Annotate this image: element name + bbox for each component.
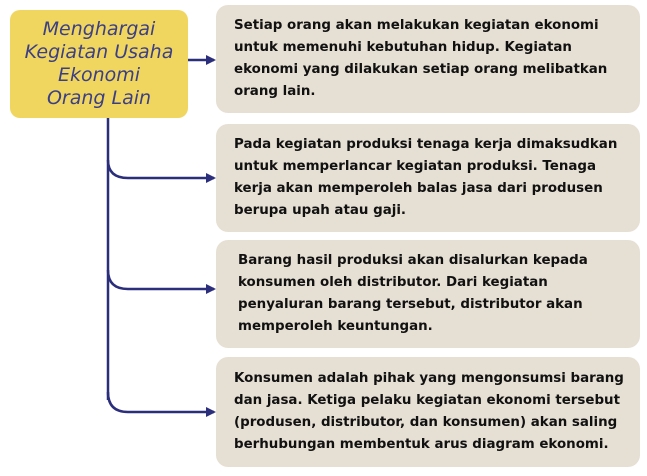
info-text-1: Setiap orang akan melakukan kegiatan ekonomi untuk memenuhi kebutuhan hidup. Kegiatan ekonomi yang dilakukan setiap orang melibatkan orang lain. bbox=[234, 18, 608, 99]
connector-arrow-2 bbox=[108, 160, 214, 178]
info-box-4 bbox=[216, 357, 640, 467]
connector-arrow-3 bbox=[108, 270, 214, 289]
info-text-3: Barang hasil produksi akan disalurkan kepada konsumen oleh distributor. Dari kegiatan penyaluran barang tersebut, distributor akan memperoleh keuntungan. bbox=[238, 253, 588, 334]
connector-arrow-4 bbox=[108, 392, 214, 412]
info-text-2: Pada kegiatan produksi tenaga kerja dimaksudkan untuk memperlancar kegiatan produksi. Tenaga kerja akan memperoleh balas jasa dari produsen berupa upah atau gaji. bbox=[234, 137, 618, 218]
info-text-4: Konsumen adalah pihak yang mengonsumsi barang dan jasa. Ketiga pelaku kegiatan ekonomi tersebut (produsen, distributor, dan konsumen) akan saling berhubungan membentuk arus diagram ekonomi. bbox=[234, 371, 624, 452]
info-box-3 bbox=[216, 240, 640, 348]
info-box-1 bbox=[216, 5, 640, 113]
root-topic-title: Menghargai Kegiatan Usaha Ekonomi Orang Lain bbox=[24, 18, 174, 109]
root-topic-box bbox=[10, 10, 188, 118]
info-box-2 bbox=[216, 124, 640, 232]
